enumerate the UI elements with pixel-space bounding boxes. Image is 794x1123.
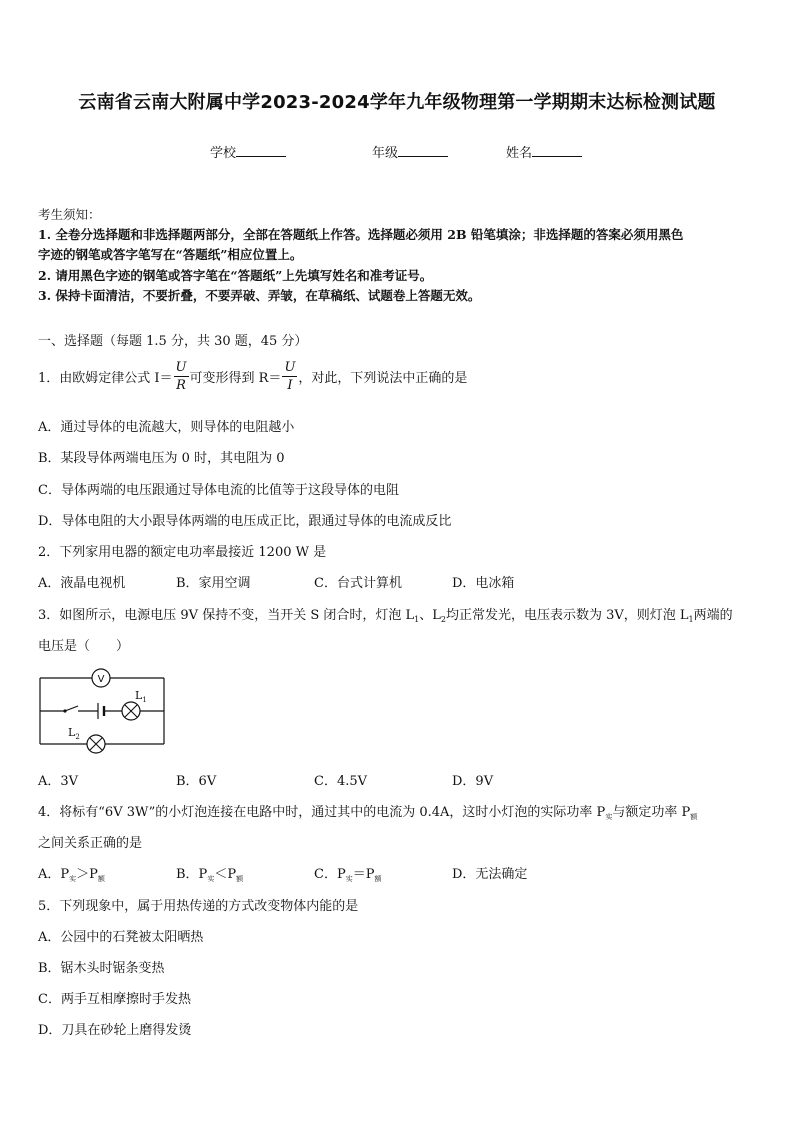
- q4-stem-a: 4．将标有“6V 3W”的小灯泡连接在电路中时，通过其中的电流为 0.4A，这时小灯泡的实际功率 P: [38, 805, 606, 820]
- q3-mid-1: 、L: [419, 608, 441, 623]
- q4-option-b: [176, 863, 243, 884]
- q1-option-a: A．通过导体的电流越大，则导体的电阻越小: [38, 420, 295, 435]
- notice-item-2: 2. 请用黑色字迹的钢笔或答字笔在“答题纸”上先填写姓名和准考证号。: [38, 268, 433, 283]
- q3-sub-3: 1: [688, 615, 694, 624]
- q4-option-d: D．无法确定: [452, 867, 528, 882]
- q1-tail: ，对此，下列说法中正确的是: [298, 370, 468, 386]
- q3-mid-2: 均正常发光，电压表示数为 3V，则灯泡 L: [445, 608, 689, 623]
- lamp-l1-sub: 1: [142, 696, 147, 704]
- circuit-diagram: [36, 666, 170, 758]
- q4-a-op: ＞P: [76, 867, 98, 882]
- lamp-l1-letter: L: [135, 689, 143, 702]
- grade-blank: [398, 144, 448, 157]
- q1-fraction-2: [282, 359, 297, 394]
- q1-frac2-num: U: [284, 359, 296, 375]
- notice-heading: 考生须知：: [38, 207, 101, 222]
- q1-option-c: C．导体两端的电压跟通过导体电流的比值等于这段导体的电阻: [38, 483, 399, 498]
- q1-frac2-den: I: [287, 377, 293, 393]
- question-2-stem: 2．下列家用电器的额定电功率最接近 1200 W 是: [38, 545, 327, 560]
- q4-c-p: C．P: [314, 867, 346, 882]
- notice-item-1a: 1. 全卷分选择题和非选择题两部分，全部在答题纸上作答。选择题必须用 2B 铅笔填涂；非选择题的答案必须用黑色: [38, 227, 684, 242]
- lamp-l2-label: [68, 726, 80, 741]
- q3-option-c: C．4.5V: [314, 774, 368, 789]
- q4-b-sub1: 实: [207, 875, 215, 883]
- grade-field: [372, 142, 448, 161]
- q5-option-b: B．锯木头时锯条变热: [38, 961, 165, 976]
- q2-option-b: B．家用空调: [176, 576, 251, 591]
- q3-option-a: A．3V: [38, 774, 79, 789]
- notice-item-3: 3. 保持卡面清洁，不要折叠，不要弄破、弄皱，在草稿纸、试题卷上答题无效。: [38, 288, 481, 303]
- q1-frac1-num: U: [175, 359, 187, 375]
- q1-option-b: B．某段导体两端电压为 0 时，其电阻为 0: [38, 451, 285, 466]
- question-1-stem: [38, 356, 467, 396]
- lamp-l2-letter: L: [68, 726, 76, 739]
- q4-option-a: [38, 863, 105, 884]
- lamp-l2-sub: 2: [75, 733, 80, 741]
- lamp-l1-symbol: [122, 702, 140, 720]
- question-5-stem: 5．下列现象中，属于用热传递的方式改变物体内能的是: [38, 899, 359, 914]
- q5-option-a: A．公园中的石凳被太阳晒热: [38, 930, 204, 945]
- q4-b-sub2: 额: [236, 875, 244, 883]
- q4-a-sub1: 实: [69, 875, 77, 883]
- q3-end: 两端的: [693, 608, 733, 623]
- name-label: 姓名: [506, 146, 533, 161]
- q5-option-c: C．两手互相摩擦时手发热: [38, 992, 191, 1007]
- question-3-stem: [38, 604, 733, 624]
- voltmeter-symbol: [92, 669, 110, 687]
- q3-option-b: B．6V: [176, 774, 217, 789]
- q4-c-sub2: 额: [374, 875, 382, 883]
- q4-sub-rated: 额: [690, 813, 698, 821]
- q4-sub-real: 实: [605, 813, 613, 821]
- q4-a-p: A．P: [38, 867, 70, 882]
- page-title: 云南省云南大附属中学2023-2024学年九年级物理第一学期期末达标检测试题: [78, 92, 716, 113]
- school-label: 学校: [210, 146, 237, 161]
- section-heading: 一、选择题（每题 1.5 分，共 30 题，45 分）: [38, 334, 308, 349]
- q3-sub-2: 2: [440, 615, 446, 624]
- school-field: [210, 142, 286, 161]
- q4-option-c: [314, 863, 381, 884]
- q3-stem-a: 3．如图所示，电源电压 9V 保持不变，当开关 S 闭合时，灯泡 L: [38, 608, 415, 623]
- voltmeter-label: V: [97, 674, 105, 685]
- lamp-l1-label: [135, 689, 147, 704]
- name-blank: [532, 144, 582, 157]
- q3-option-d: D．9V: [452, 774, 494, 789]
- question-4-stem: [38, 801, 697, 822]
- q1-frac1-den: R: [176, 377, 186, 393]
- q4-stem-b: 之间关系正确的是: [38, 836, 143, 851]
- q4-b-op: ＜P: [214, 867, 237, 882]
- q4-b-p: B．P: [176, 867, 208, 882]
- lamp-l2-symbol: [87, 735, 105, 753]
- q2-option-d: D．电冰箱: [452, 576, 515, 591]
- q1-option-d: D．导体电阻的大小跟导体两端的电压成正比，跟通过导体的电流成反比: [38, 514, 452, 529]
- q4-a-sub2: 额: [97, 875, 105, 883]
- q4-c-sub1: 实: [345, 875, 353, 883]
- q1-lead: 1．由欧姆定律公式 I＝: [38, 370, 173, 386]
- q1-mid: 可变形得到 R＝: [189, 370, 282, 386]
- name-field: [506, 142, 582, 161]
- q1-fraction-1: [174, 359, 189, 394]
- q2-option-a: A．液晶电视机: [38, 576, 126, 591]
- switch-symbol: [63, 706, 78, 713]
- q4-c-op: ＝P: [352, 867, 375, 882]
- school-blank: [236, 144, 286, 157]
- q3-sub-1: 1: [414, 615, 420, 624]
- q3-stem-b: 电压是（ ）: [38, 639, 130, 654]
- q5-option-d: D．刀具在砂轮上磨得发烫: [38, 1023, 192, 1038]
- grade-label: 年级: [372, 146, 399, 161]
- battery-symbol: [98, 703, 104, 719]
- q2-option-c: C．台式计算机: [314, 576, 402, 591]
- notice-item-1b: 字迹的钢笔或答字笔写在“答题纸”相应位置上。: [38, 247, 303, 262]
- q4-mid: 与额定功率 P: [612, 805, 691, 820]
